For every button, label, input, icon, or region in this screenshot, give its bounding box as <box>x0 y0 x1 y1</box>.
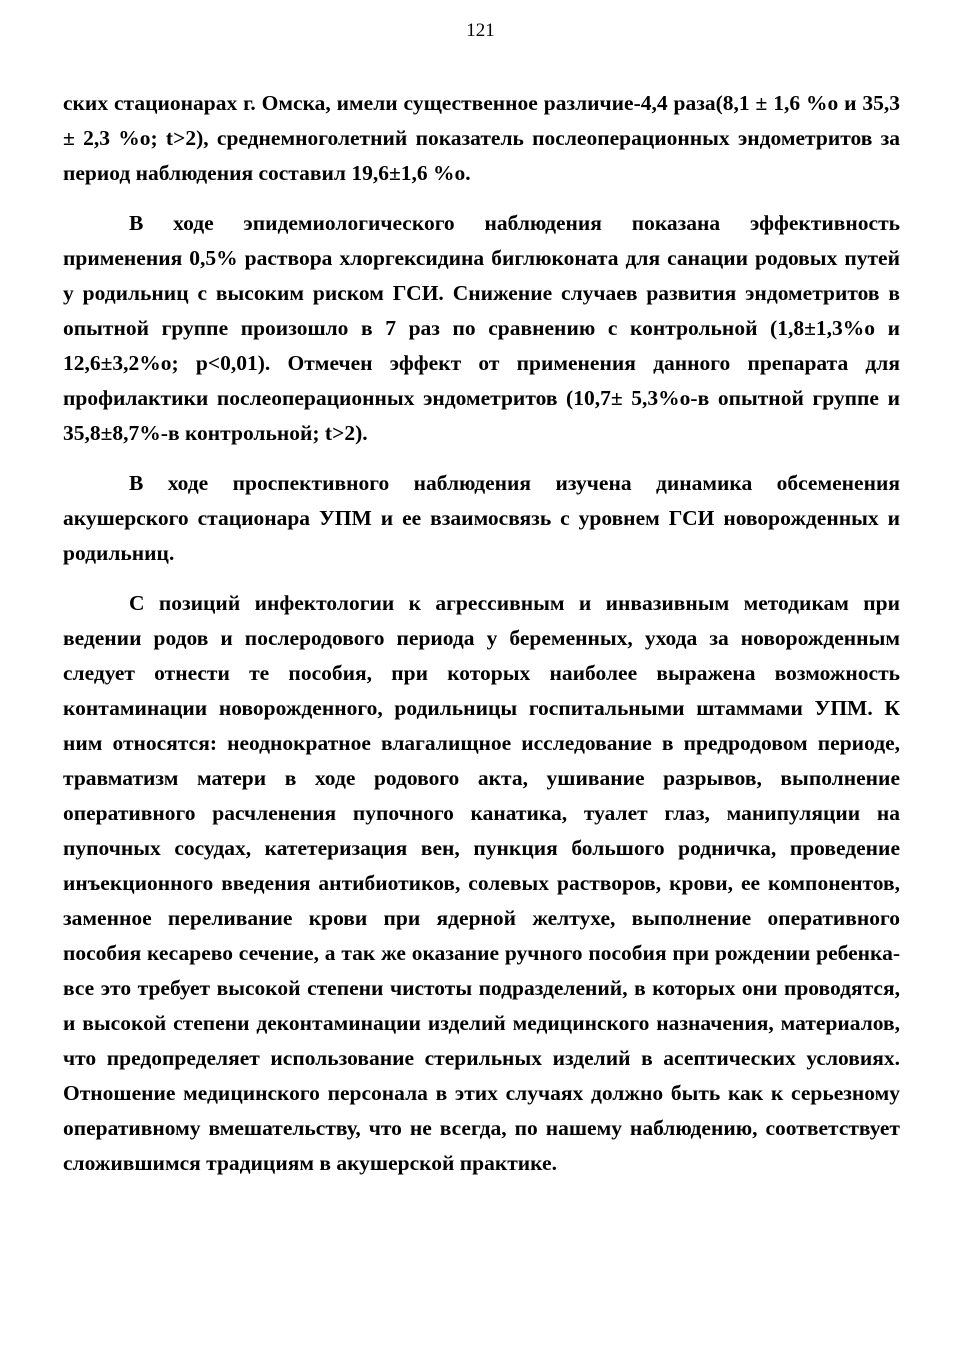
paragraph-4: С позиций инфектологии к агрессивным и инвазивным методикам при ведении родов и послеродового периода у беременных, ухода за новорожденным следует отнести те пособия, при которых наиболее выражена возможность контаминации новорожденного, родильницы госпитальными штаммами УПМ. К ним относятся: неоднократное влагалищное исследование в предродовом периоде, травматизм матери в ходе родового акта, ушивание разрывов, выполнение оперативного расчленения пупочного канатика, туалет глаз, манипуляции на пупочных сосудах, катетеризация вен, пункция большого родничка, проведение инъекционного введения антибиотиков, солевых растворов, крови, ее компонентов, заменное переливание крови при ядерной желтухе, выполнение оперативного пособия кесарево сечение, а так же оказание ручного пособия при рождении ребенка-все это требует высокой степени чистоты подразделений, в которых они проводятся, и высокой степени деконтаминации изделий медицинского назначения, материалов, что предопределяет использование стерильных изделий в асептических условиях. Отношение медицинского персонала в этих случаях должно быть как к серьезному оперативному вмешательству, что не всегда, по нашему наблюдению, соответствует сложившимся традициям в акушерской практике. <box>63 591 900 1175</box>
paragraph-3: В ходе проспективного наблюдения изучена динамика обсеменения акушерского стационара УПМ и ее взаимосвязь с уровнем ГСИ новорожденных и родильниц. <box>63 471 900 565</box>
page-number: 121 <box>466 20 495 41</box>
paragraph-2: В ходе эпидемиологического наблюдения показана эффективность применения 0,5% раствора хлоргексидина биглюконата для санации родовых путей у родильниц с высоким риском ГСИ. Снижение случаев развития эндометритов в опытной группе произошло в 7 раз по сравнению с контрольной (1,8±1,3%о и 12,6±3,2%о; p<0,01). Отмечен эффект от применения данного препарата для профилактики послеоперационных эндометритов (10,7± 5,3%о-в опытной группе и 35,8±8,7%-в контрольной; t>2). <box>63 211 900 445</box>
paragraph-1: ских стационарах г. Омска, имели существенное различие-4,4 раза(8,1 ± 1,6 %о и 35,3 ± 2,3 %о; t>2), среднемноголетний показатель послеоперационных эндометритов за период наблюдения составил 19,6±1,6 %о. <box>63 91 900 185</box>
document-body <box>63 86 900 1196</box>
